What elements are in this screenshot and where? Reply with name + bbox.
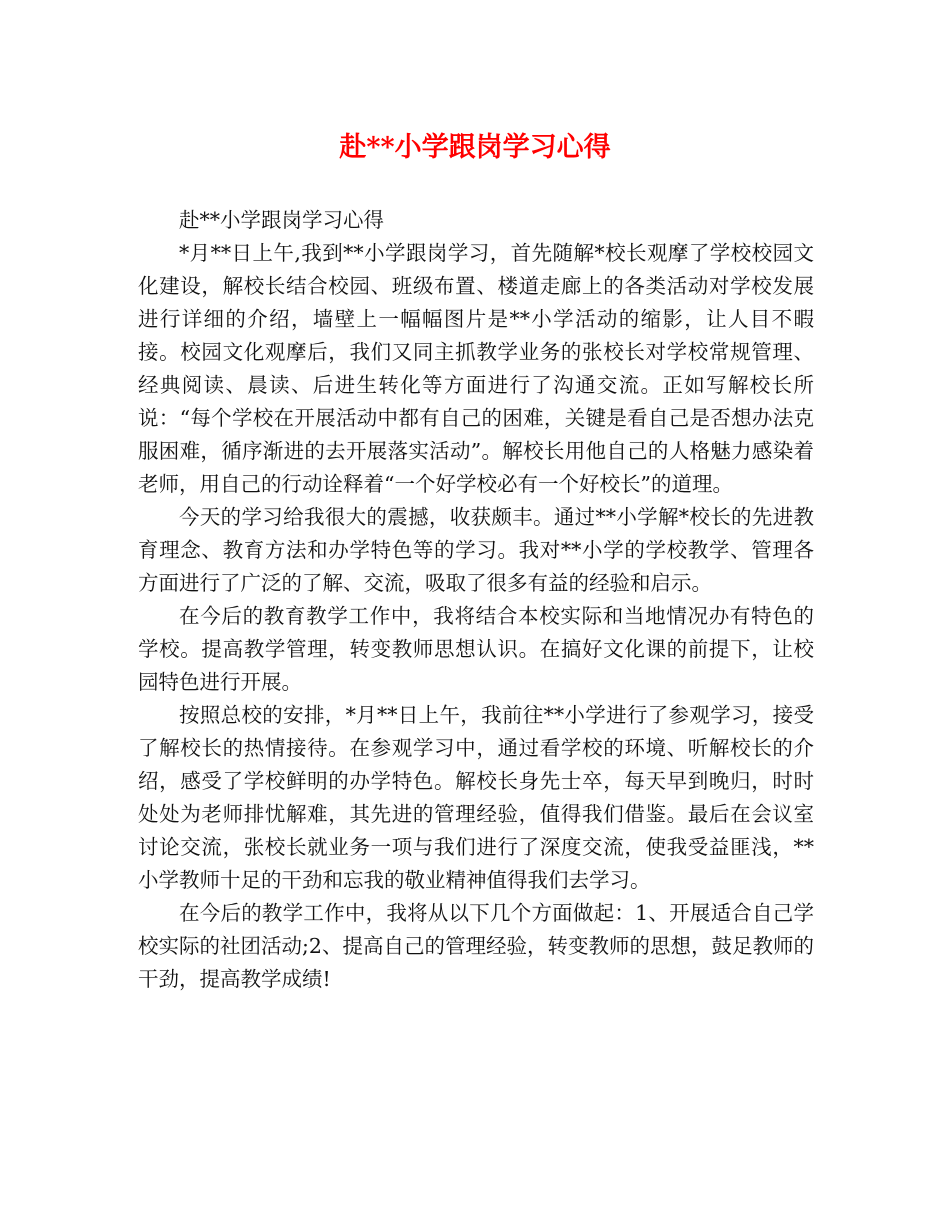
paragraph-visit-observation: *月**日上午,我到**小学跟岗学习，首先随解*校长观摩了学校校园文化建设，解校长结合校园、班级布置、楼道走廊上的各类活动对学校发展进行详细的介绍，墙壁上一幅幅图片是**小学活动的缩影，让人目不暇接。校园文化观摩后，我们又同主抓教学业务的张校长对学校常规管理、经典阅读、晨读、后进生转化等方面进行了沟通交流。正如写解校长所说：“每个学校在开展活动中都有自己的困难，关键是看自己是否想办法克服困难，循序渐进的去开展落实活动”。解校长用他自己的人格魅力感染着老师，用自己的行动诠释着“一个好学校必有一个好校长”的道理。 [138,241,814,496]
document-body [138,204,814,996]
paragraph-second-visit: 按照总校的安排，*月**日上午，我前往**小学进行了参观学习，接受了解校长的热情接待。在参观学习中，通过看学校的环境、听解校长的介绍，感受了学校鲜明的办学特色。解校长身先士卒，每天早到晚归，时时处处为老师排忧解难，其先进的管理经验，值得我们借鉴。最后在会议室讨论交流，张校长就业务一项与我们进行了深度交流，使我受益匪浅，**小学教师十足的干劲和忘我的敬业精神值得我们去学习。 [138,703,814,892]
paragraph-learning-gains: 今天的学习给我很大的震撼，收获颇丰。通过**小学解*校长的先进教育理念、教育方法和办学特色等的学习。我对**小学的学校教学、管理各方面进行了广泛的了解、交流，吸取了很多有益的经验和启示。 [138,505,814,595]
paragraph-action-items: 在今后的教学工作中，我将从以下几个方面做起：1、开展适合自己学校实际的社团活动;2、提高自己的管理经验，转变教师的思想，鼓足教师的干劲，提高教学成绩! [138,901,814,991]
paragraph-subtitle: 赴**小学跟岗学习心得 [179,208,384,232]
paragraph-future-plan: 在今后的教育教学工作中，我将结合本校实际和当地情况办有特色的学校。提高教学管理，转变教师思想认识。在搞好文化课的前提下，让校园特色进行开展。 [138,604,814,694]
document-title: 赴**小学跟岗学习心得 [339,132,611,163]
